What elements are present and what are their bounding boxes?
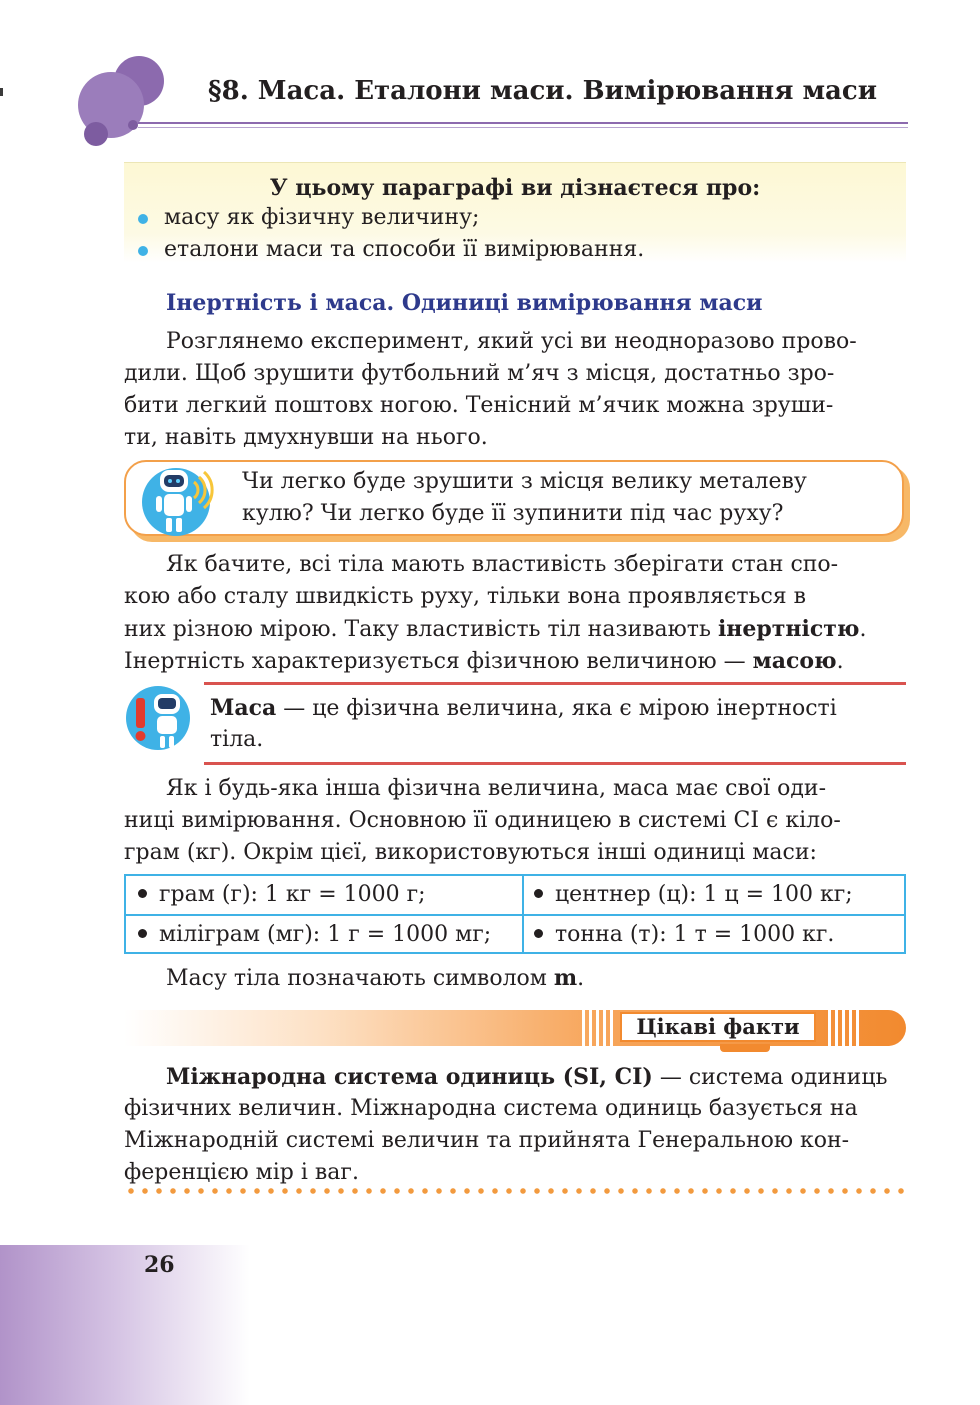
paragraph-units [124, 773, 906, 869]
term-inertia: інертністю [717, 616, 860, 642]
text-run: них різною мірою. Таку властивість тіл називають [124, 617, 718, 642]
intro-box [124, 162, 906, 263]
paragraph-line: ференцією мір і ваг. [124, 1160, 359, 1185]
paragraph-line: дили. Щоб зрушити футбольний м’яч з місця, достатньо зро- [124, 361, 835, 386]
definition-rule-bottom [204, 762, 906, 765]
paragraph-line: Як бачите, всі тіла мають властивість зберігати стан спо- [166, 552, 839, 577]
definition-term: Маса [210, 695, 277, 721]
intro-title: У цьому параграфі ви дізнаєтеся про: [269, 175, 761, 201]
paragraph-line: грам (кг). Окрім цієї, використовуються інші одиниці маси: [124, 840, 817, 865]
paragraph-line [124, 1061, 906, 1093]
banner-stripes [582, 1010, 613, 1046]
intro-item [164, 237, 644, 262]
bullet-icon [138, 889, 147, 898]
text-run: . [577, 966, 585, 991]
paragraph-line: Розглянемо експеримент, який усі ви неодноразово прово- [166, 329, 857, 354]
text-run: . [859, 617, 867, 642]
question-text [242, 466, 882, 530]
paragraph-line: бити легкий поштовх ногою. Тенісний м’ячик можна зруши- [124, 393, 834, 418]
header-rule [138, 122, 908, 124]
section-heading: Інертність і маса. Одиниці вимірювання маси [166, 290, 763, 316]
text-run: Масу тіла позначають символом [166, 966, 554, 991]
definition-text [210, 692, 900, 756]
unit-milligram: міліграм (мг): 1 г = 1000 мг; [159, 922, 492, 947]
paragraph-line [124, 645, 906, 677]
page-edge-mark [0, 88, 3, 96]
text-run: . [836, 649, 844, 674]
definition-line [210, 692, 900, 724]
paragraph-line: фізичних величин. Міжнародна система одиниць базується на [124, 1096, 858, 1121]
bullet-icon [138, 214, 148, 224]
unit-centner: центнер (ц): 1 ц = 100 кг; [555, 882, 853, 907]
corner-decoration [0, 1245, 250, 1405]
robot-signal-icon [136, 462, 220, 536]
paragraph-line: ти, навіть дмухнувши на нього. [124, 425, 488, 450]
term-mass: масою [752, 648, 837, 674]
table-cell [138, 882, 426, 907]
definition-rule-top [204, 682, 906, 685]
robot-alert-icon [124, 684, 194, 752]
text-run: — це фізична величина, яка є мірою інертності [276, 696, 837, 721]
intro-item [164, 205, 479, 230]
definition-line-content [210, 692, 837, 724]
paragraph-line: Міжнародній системі величин та прийнята Генеральною кон- [124, 1128, 850, 1153]
definition-line: тіла. [210, 727, 264, 752]
table-cell [534, 882, 853, 907]
paragraph-inertia [124, 549, 906, 677]
bullet-icon [138, 246, 148, 256]
header-circle-decoration [84, 122, 108, 146]
facts-lead: Міжнародна система одиниць (SI, СІ) [166, 1064, 653, 1090]
banner-stripes [828, 1010, 859, 1046]
table-cell [138, 922, 491, 947]
dotted-divider [124, 1188, 908, 1194]
question-line: кулю? Чи легко буде її зупинити під час руху? [242, 501, 784, 526]
header-rule-thin [138, 127, 908, 128]
paragraph-facts [124, 1061, 906, 1189]
bullet-icon [138, 929, 147, 938]
intro-item-text: масу як фізичну величину; [164, 205, 480, 230]
question-line: Чи легко буде зрушити з місця велику металеву [242, 469, 807, 494]
paragraph-inertia-intro [124, 326, 906, 454]
unit-ton: тонна (т): 1 т = 1000 кг. [555, 922, 835, 947]
paragraph-line: ниці вимірювання. Основною її одиницею в системі СІ є кіло- [124, 808, 841, 833]
text-run: Інертність характеризується фізичною величиною — [124, 649, 753, 674]
table-cell [534, 922, 834, 947]
paragraph-symbol [124, 962, 906, 994]
page-number: 26 [144, 1252, 175, 1278]
paragraph-line: Як і будь-яка інша фізична величина, маса має свої оди- [166, 776, 827, 801]
banner-tab [720, 1044, 770, 1052]
intro-item-text: еталони маси та способи її вимірювання. [164, 237, 645, 262]
table-divider [126, 914, 904, 916]
mass-symbol: m [553, 965, 578, 991]
facts-label: Цікаві факти [620, 1012, 816, 1042]
bullet-icon [534, 889, 543, 898]
text-run: — система одиниць [652, 1065, 888, 1090]
paragraph-line: кою або сталу швидкість руху, тільки вона проявляється в [124, 584, 807, 609]
page-title: §8. Маса. Еталони маси. Вимірювання маси [208, 76, 878, 106]
paragraph-line [124, 962, 906, 994]
header-circle-decoration [128, 120, 138, 130]
unit-gram: грам (г): 1 кг = 1000 г; [159, 882, 426, 907]
units-table [124, 874, 906, 954]
bullet-icon [534, 929, 543, 938]
paragraph-line [124, 613, 906, 645]
